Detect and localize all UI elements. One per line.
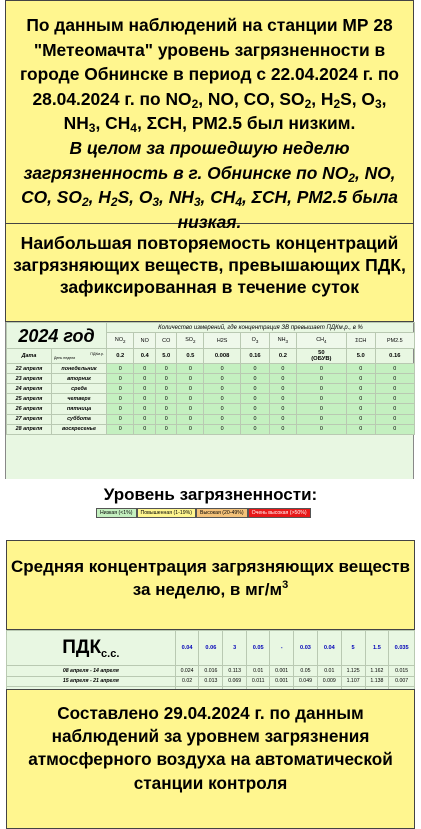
week-average-value: 0.05 (294, 666, 318, 677)
day-row (7, 414, 415, 424)
exceed-value: 0 (155, 404, 177, 414)
exceed-value: 0 (240, 404, 269, 414)
week-average-value: 1.138 (365, 676, 389, 687)
exceed-value: 0 (296, 364, 346, 374)
exceed-value: 0 (346, 404, 375, 414)
day-weekday: воскресенье (52, 424, 107, 434)
exceed-value: 0 (204, 414, 241, 424)
weekly-average-heading: Средняя концентрация загрязняющих веществ за неделю, в $мг/м^3$ (6, 540, 415, 630)
exceed-value: 0 (346, 394, 375, 404)
exceed-value: 0 (107, 364, 134, 374)
pdk-corner-top: ПДКм.р. (90, 352, 104, 357)
week-average-value: 0.015 (389, 666, 415, 677)
day-row (7, 394, 415, 404)
week-average-value: 0.02 (175, 676, 199, 687)
exceed-value: 0 (134, 404, 156, 414)
exceed-value: 0 (177, 424, 204, 434)
pdk-ss-value: 5 (341, 631, 365, 666)
exceed-value: 0 (240, 374, 269, 384)
day-weekday: понедельник (52, 364, 107, 374)
day-row (7, 424, 415, 434)
day-row (7, 364, 415, 374)
pollutant-header: $NH_3$ (270, 333, 297, 349)
pdk-ss-value: 0.04 (317, 631, 341, 666)
pdk-ss-value: 3 (223, 631, 247, 666)
exceed-value: 0 (204, 404, 241, 414)
exceed-value: 0 (134, 364, 156, 374)
exceed-value: 0 (375, 414, 414, 424)
exceed-value: 0 (375, 394, 414, 404)
pollutant-header: $O_3$ (240, 333, 269, 349)
exceed-value: 0 (177, 364, 204, 374)
day-weekday: суббота (52, 414, 107, 424)
exceed-value: 0 (270, 414, 297, 424)
pollutant-header: CO (155, 333, 177, 349)
exceed-value: 0 (375, 404, 414, 414)
pollution-level-legend (96, 508, 311, 518)
date-column-header: Дата (7, 349, 52, 364)
exceed-value: 0 (204, 364, 241, 374)
week-average-value: 0.007 (389, 676, 415, 687)
pollutant-header: ΣCH (346, 333, 375, 349)
week-average-value: 0.013 (199, 676, 223, 687)
exceed-value: 0 (346, 374, 375, 384)
exceed-value: 0 (270, 424, 297, 434)
week-average-value: 0.113 (223, 666, 247, 677)
exceed-value: 0 (177, 414, 204, 424)
exceed-value: 0 (107, 404, 134, 414)
exceed-value: 0 (240, 424, 269, 434)
exceed-value: 0 (107, 374, 134, 384)
exceed-value: 0 (155, 424, 177, 434)
day-row (7, 374, 415, 384)
week-average-value: 0.01 (247, 666, 270, 677)
day-row (7, 404, 415, 414)
week-average-value: 0.069 (223, 676, 247, 687)
exceed-value: 0 (177, 394, 204, 404)
exceed-value: 0 (270, 384, 297, 394)
day-date: 28 апреля (7, 424, 52, 434)
exceed-value: 0 (296, 424, 346, 434)
pdk-mr-value: 0.5 (177, 349, 204, 364)
exceed-value: 0 (134, 414, 156, 424)
count-header: Количество измерений, где концентрация ЗВ превышает ПДКм.р., в % (107, 323, 415, 333)
exceed-value: 0 (107, 394, 134, 404)
week-average-value: 0.016 (199, 666, 223, 677)
legend-item: Очень высокая (>50%) (248, 508, 311, 518)
exceed-value: 0 (204, 374, 241, 384)
exceed-value: 0 (346, 364, 375, 374)
week-row (7, 676, 415, 687)
pdk-mr-value: 0.2 (107, 349, 134, 364)
exceed-value: 0 (375, 364, 414, 374)
exceed-value: 0 (155, 394, 177, 404)
exceed-value: 0 (204, 394, 241, 404)
exceed-value: 0 (134, 394, 156, 404)
pdk-ss-value: 0.03 (294, 631, 318, 666)
pollutant-header: $SO_2$ (177, 333, 204, 349)
legend-item: Повышенная (1-19%) (137, 508, 196, 518)
exceed-value: 0 (270, 404, 297, 414)
week-range: 15 апреля - 21 апреля (7, 676, 176, 687)
week-average-value: 1.162 (365, 666, 389, 677)
exceed-value: 0 (134, 374, 156, 384)
exceedance-table-section (5, 322, 414, 793)
pdk-ss-value: 0.035 (389, 631, 415, 666)
exceed-value: 0 (375, 374, 414, 384)
week-average-value: 0.049 (294, 676, 318, 687)
exceed-value: 0 (134, 424, 156, 434)
day-weekday: пятница (52, 404, 107, 414)
pdk-mr-value: 0.2 (270, 349, 297, 364)
pollutant-header: H2S (204, 333, 241, 349)
week-range: 08 апреля - 14 апреля (7, 666, 176, 677)
exceed-value: 0 (155, 384, 177, 394)
exceed-value: 0 (177, 374, 204, 384)
pollutant-header: $NO_2$ (107, 333, 134, 349)
pollutant-header: PM2.5 (375, 333, 414, 349)
week-average-value: 1.125 (341, 666, 365, 677)
week-average-value: 0.024 (175, 666, 199, 677)
pdk-mr-value: 0.16 (240, 349, 269, 364)
day-date: 22 апреля (7, 364, 52, 374)
pollution-level-title: Уровень загрязненности: (103, 485, 318, 504)
exceed-value: 0 (204, 424, 241, 434)
week-average-value: 0.009 (317, 676, 341, 687)
exceed-value: 0 (296, 374, 346, 384)
exceed-value: 0 (155, 364, 177, 374)
exceed-value: 0 (107, 414, 134, 424)
exceed-value: 0 (346, 414, 375, 424)
exceed-value: 0 (296, 394, 346, 404)
week-row (7, 666, 415, 677)
exceed-value: 0 (296, 414, 346, 424)
pdk-ss-value: 0.06 (199, 631, 223, 666)
day-date: 27 апреля (7, 414, 52, 424)
legend-item: Высокая (20-49%) (196, 508, 248, 518)
exceed-value: 0 (240, 414, 269, 424)
exceed-value: 0 (177, 404, 204, 414)
legend-item: Низкая (<1%) (96, 508, 137, 518)
pdk-ss-value: 1.5 (365, 631, 389, 666)
exceed-value: 0 (375, 424, 414, 434)
day-date: 23 апреля (7, 374, 52, 384)
week-summary-paragraph: В целом за прошедшую неделю загрязненность в г. Обнинске по $NO_2$, NO, CO, $SO_2$, $H_2S$, $O_3$, $NH_3$, $CH_4$, ΣCH, PM2.5 была низкая. (21, 137, 398, 232)
exceed-value: 0 (270, 374, 297, 384)
exceed-value: 0 (177, 384, 204, 394)
exceed-value: 0 (346, 384, 375, 394)
observation-paragraph: По данным наблюдений на станции МР 28 "Метеомачта" уровень загрязненности в городе Обнинске в период с 22.04.2024 г. по 28.04.2024 г. по $NO_2$, NO, CO, $SO_2$, $H_2S$, $O_3$, $NH_3$, $CH_4$, ΣCH, PM2.5 был низким. (20, 15, 399, 136)
exceed-value: 0 (270, 394, 297, 404)
day-date: 25 апреля (7, 394, 52, 404)
exceed-value: 0 (240, 364, 269, 374)
report-page (5, 0, 414, 793)
compiled-note: Составлено 29.04.2024 г. по данным наблюдений за уровнем загрязнения атмосферного воздуха на автоматической станции контроля (6, 689, 415, 829)
day-row (7, 384, 415, 394)
exceedance-table (6, 322, 415, 435)
pdk-ss-value: 0.05 (247, 631, 270, 666)
pdk-ss-value: - (270, 631, 294, 666)
summary-box (5, 0, 414, 232)
pdk-ss-label: $ПДК_{с.с.}$ (7, 631, 176, 666)
weekly-average-table (6, 630, 415, 698)
pollutant-header: NO (134, 333, 156, 349)
pdk-mr-value: 0.16 (375, 349, 414, 364)
pdk-corner-cell (52, 349, 107, 364)
day-weekday: вторник (52, 374, 107, 384)
exceed-value: 0 (134, 384, 156, 394)
exceed-value: 0 (240, 384, 269, 394)
week-average-value: 0.001 (270, 676, 294, 687)
day-date: 26 апреля (7, 404, 52, 414)
week-average-value: 0.01 (317, 666, 341, 677)
exceed-value: 0 (240, 394, 269, 404)
exceed-value: 0 (375, 384, 414, 394)
exceed-value: 0 (155, 414, 177, 424)
week-average-value: 0.011 (247, 676, 270, 687)
exceed-value: 0 (346, 424, 375, 434)
exceed-value: 0 (296, 384, 346, 394)
day-date: 24 апреля (7, 384, 52, 394)
exceed-value: 0 (270, 364, 297, 374)
day-weekday: среда (52, 384, 107, 394)
pdk-mr-value: 0.4 (134, 349, 156, 364)
year-label: 2024 год (7, 323, 107, 349)
exceed-value: 0 (107, 424, 134, 434)
pollutant-header: $CH_4$ (296, 333, 346, 349)
week-average-value: 0.001 (270, 666, 294, 677)
exceed-value: 0 (204, 384, 241, 394)
pdk-mr-value: 5.0 (346, 349, 375, 364)
day-weekday: четверг (52, 394, 107, 404)
exceed-value: 0 (107, 384, 134, 394)
week-average-value: 1.107 (341, 676, 365, 687)
pdk-mr-value: 50 (ОБУВ) (296, 349, 346, 364)
pdk-corner-bottom: День недели (54, 356, 76, 361)
pdk-mr-value: 5.0 (155, 349, 177, 364)
exceed-value: 0 (155, 374, 177, 384)
pdk-ss-value: 0.04 (175, 631, 199, 666)
pdk-mr-value: 0.008 (204, 349, 241, 364)
exceedance-heading: Наибольшая повторяемость концентраций загрязняющих веществ, превышающих ПДК, зафиксированная в течение суток (5, 224, 414, 322)
exceed-value: 0 (296, 404, 346, 414)
